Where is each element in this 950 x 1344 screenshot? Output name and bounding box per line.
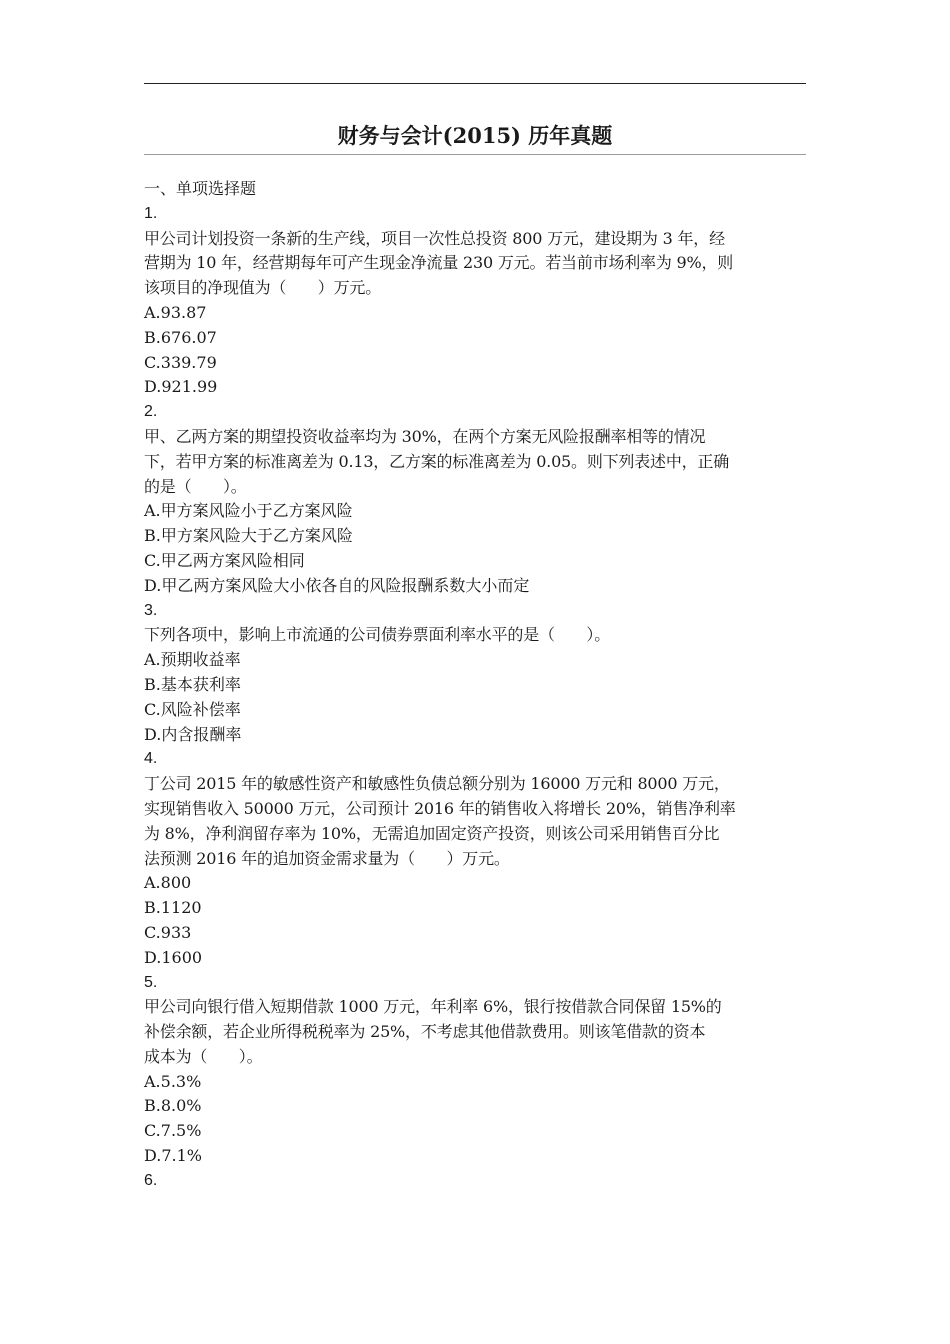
- question-block: [144, 400, 808, 598]
- question-block: [144, 202, 808, 400]
- question-stem-line: 法预测 2016 年的追加资金需求量为（ ）万元。: [144, 848, 510, 868]
- answer-option: B.8.0%: [144, 1096, 202, 1116]
- question-stem-line: 甲、乙两方案的期望投资收益率均为 30%，在两个方案无风险报酬率相等的情况: [144, 426, 706, 446]
- question-block: [144, 747, 808, 970]
- answer-option: A.800: [144, 873, 192, 893]
- question-stem-line: 补偿余额，若企业所得税税率为 25%，不考虑其他借款费用。则该笔借款的资本: [144, 1022, 706, 1042]
- question-block: [144, 599, 808, 748]
- answer-option: D.921.99: [144, 377, 218, 397]
- question-number: 1.: [144, 204, 158, 222]
- question-number: 2.: [144, 403, 158, 421]
- answer-option: C.风险补偿率: [144, 699, 241, 719]
- answer-option: C.甲乙两方案风险相同: [144, 550, 305, 570]
- question-stem-line: 下，若甲方案的标准离差为 0.13，乙方案的标准离差为 0.05。则下列表述中，正确: [144, 451, 730, 471]
- answer-option: A.5.3%: [144, 1071, 202, 1091]
- answer-option: A.甲方案风险小于乙方案风险: [144, 501, 353, 521]
- question-stem-line: 成本为（ ）。: [144, 1046, 263, 1066]
- answer-option: D.甲乙两方案风险大小依各自的风险报酬系数大小而定: [144, 575, 530, 595]
- answer-option: A.预期收益率: [144, 650, 241, 670]
- answer-option: C.933: [144, 922, 192, 942]
- question-stem-line: 营期为 10 年，经营期每年可产生现金净流量 230 万元。若当前市场利率为 9%，则: [144, 253, 734, 273]
- question-stem-line: 丁公司 2015 年的敏感性资产和敏感性负债总额分别为 16000 万元和 8000 万元，: [144, 774, 730, 794]
- question-stem-line: 下列各项中，影响上市流通的公司债券票面利率水平的是（ ）。: [144, 625, 611, 645]
- question-number: 5.: [144, 973, 158, 991]
- question-stem-line: 的是（ ）。: [144, 476, 247, 496]
- answer-option: B.676.07: [144, 327, 217, 347]
- question-stem-line: 实现销售收入 50000 万元，公司预计 2016 年的销售收入将增长 20%，销售净利率: [144, 798, 736, 818]
- question-block: [144, 971, 808, 1169]
- answer-option: B.基本获利率: [144, 674, 241, 694]
- answer-option: B.1120: [144, 898, 202, 918]
- question-stem-line: 为 8%，净利润留存率为 10%，无需追加固定资产投资，则该公司采用销售百分比: [144, 823, 720, 843]
- question-block: [144, 1169, 808, 1194]
- title-underline: [144, 154, 806, 155]
- document-body: [144, 177, 808, 1194]
- answer-option: C.7.5%: [144, 1121, 202, 1141]
- question-stem-line: 该项目的净现值为（ ）万元。: [144, 278, 382, 298]
- question-list: [144, 202, 808, 1194]
- question-stem-line: 甲公司向银行借入短期借款 1000 万元，年利率 6%，银行按借款合同保留 15%的: [144, 997, 722, 1017]
- answer-option: C.339.79: [144, 352, 217, 372]
- answer-option: D.1600: [144, 947, 203, 967]
- question-number: 6.: [144, 1171, 158, 1189]
- answer-option: D.内含报酬率: [144, 724, 242, 744]
- document-title: 财务与会计(2015) 历年真题: [337, 123, 613, 148]
- question-number: 4.: [144, 750, 158, 768]
- answer-option: A.93.87: [144, 302, 207, 322]
- question-stem-line: 甲公司计划投资一条新的生产线，项目一次性总投资 800 万元，建设期为 3 年，经: [144, 228, 725, 248]
- header-rule: [144, 83, 806, 84]
- question-number: 3.: [144, 601, 158, 619]
- answer-option: D.7.1%: [144, 1146, 202, 1166]
- answer-option: B.甲方案风险大于乙方案风险: [144, 526, 353, 546]
- section-heading: 一、单项选择题: [144, 179, 257, 198]
